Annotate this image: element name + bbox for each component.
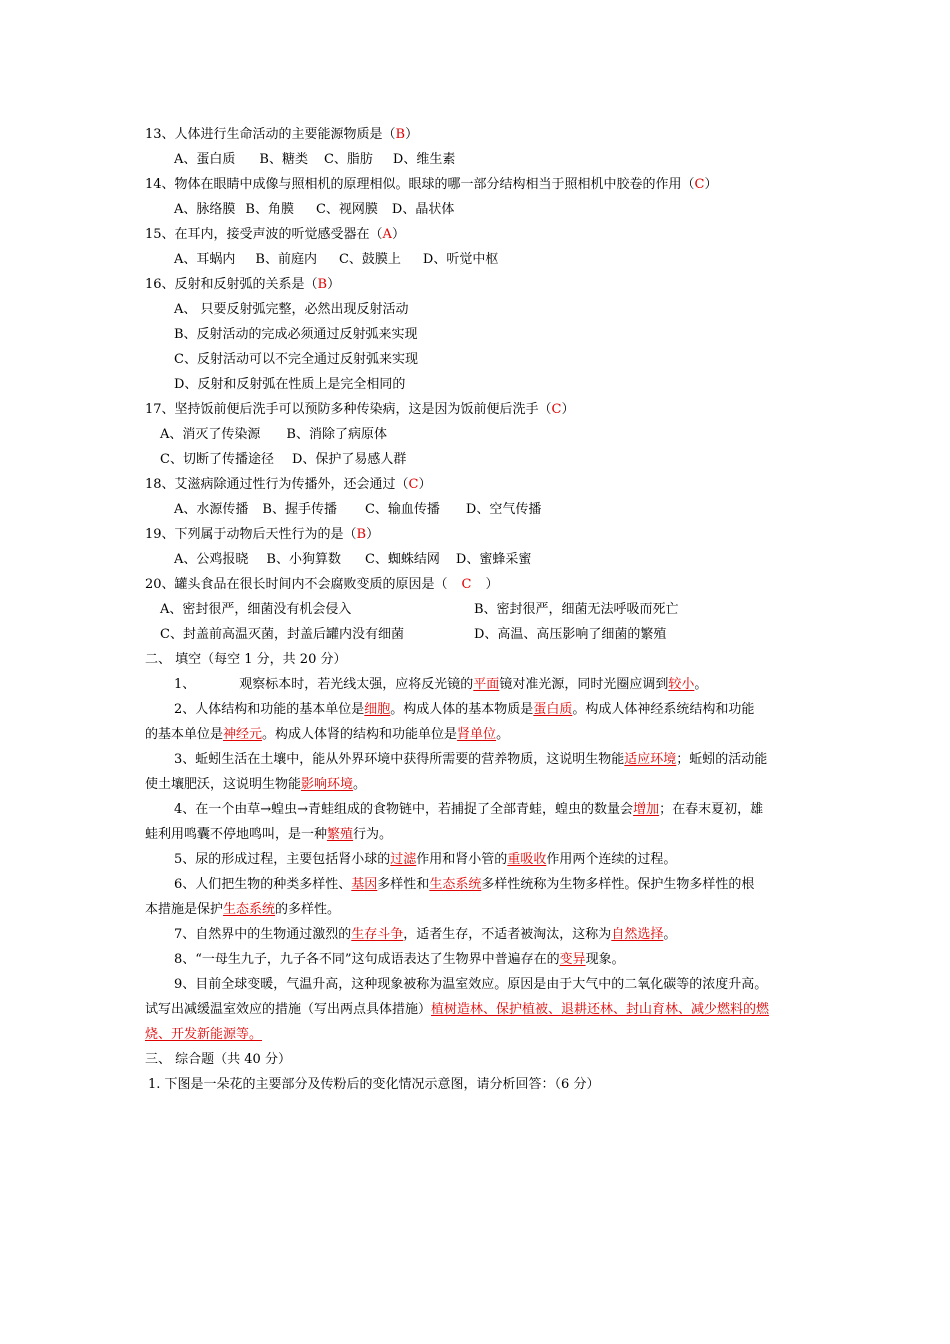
option-d: D、高温、高压影响了细菌的繁殖 xyxy=(474,627,667,642)
answer-mark: C xyxy=(408,477,419,492)
answer-mark: B xyxy=(317,277,328,292)
option-b: B、反射活动的完成必须通过反射弧来实现 xyxy=(174,327,418,342)
option-d: D、晶状体 xyxy=(391,202,455,217)
fill-item-9-cont2 xyxy=(145,1028,262,1041)
option-a: A、蛋白质 xyxy=(174,152,236,167)
option-a: A、 只要反射弧完整，必然出现反射活动 xyxy=(174,302,409,317)
fill-answer: 增加 xyxy=(633,802,660,817)
question-16: 16、反射和反射弧的关系是（B） xyxy=(145,277,341,292)
fill-answer: 自然选择 xyxy=(611,927,664,942)
fill-answer: 过滤 xyxy=(390,852,417,867)
fill-answer: 生态系统 xyxy=(429,877,482,892)
question-19-options xyxy=(174,553,531,566)
option-c: C、视网膜 xyxy=(315,202,378,217)
fill-item-1: 1、 观察标本时，若光线太强，应将反光镜的平面镜对准光源，同时光圈应调到较小。 xyxy=(174,677,708,692)
fill-item-2: 2、人体结构和功能的基本单位是细胞。构成人体的基本物质是蛋白质。构成人体神经系统结构和功能 xyxy=(174,702,755,717)
question-18-options xyxy=(174,503,541,516)
fill-answer: 较小 xyxy=(668,677,695,692)
answer-mark: B xyxy=(395,127,406,142)
fill-item-4: 4、在一个由草→蝗虫→青蛙组成的食物链中，若捕捉了全部青蛙，蝗虫的数量会增加；在春末夏初，雄 xyxy=(174,802,764,817)
fill-item-6: 6、人们把生物的种类多样性、基因多样性和生态系统多样性统称为生物多样性。保护生物多样性的根 xyxy=(174,877,755,892)
option-c: C、脂肪 xyxy=(323,152,373,167)
question-19: 19、下列属于动物后天性行为的是（B） xyxy=(145,527,380,542)
question-18: 18、艾滋病除通过性行为传播外，还会通过（C） xyxy=(145,477,432,492)
question-stem: 20、罐头食品在很长时间内不会腐败变质的原因是（ xyxy=(145,577,448,592)
fill-answer: 生态系统 xyxy=(223,902,276,917)
question-stem: 14、物体在眼睛中成像与照相机的原理相似。眼球的哪一部分结构相当于照相机中胶卷的作用（ xyxy=(145,177,695,192)
fill-item-3-cont: 使土壤肥沃，这说明生物能影响环境。 xyxy=(145,777,367,792)
question-17-options-row2 xyxy=(160,453,406,466)
fill-answer: 烧、开发新能源等。 xyxy=(145,1027,263,1042)
answer-mark: B xyxy=(356,527,367,542)
answer-mark: A xyxy=(382,227,392,242)
fill-answer: 适应环境 xyxy=(624,752,677,767)
option-a: A、密封很严，细菌没有机会侵入 xyxy=(160,602,352,617)
question-stem: 15、在耳内，接受声波的听觉感受器在（ xyxy=(145,227,383,242)
option-d: D、听觉中枢 xyxy=(422,252,499,267)
fill-answer: 生存斗争 xyxy=(351,927,404,942)
answer-mark: C xyxy=(461,577,472,592)
option-d: D、反射和反射弧在性质上是完全相同的 xyxy=(174,377,406,392)
option-b: B、角膜 xyxy=(245,202,294,217)
question-14-options xyxy=(174,203,454,216)
question-stem: 17、坚持饭前便后洗手可以预防多种传染病，这是因为饭前便后洗手（ xyxy=(145,402,552,417)
option-c: C、输血传播 xyxy=(364,502,440,517)
option-d: D、保护了易感人群 xyxy=(291,452,407,467)
question-15-options xyxy=(174,253,498,266)
option-b: B、消除了病原体 xyxy=(286,427,387,442)
section-heading-comprehensive: 三、 综合题（共 40 分） xyxy=(145,1052,291,1067)
option-a: A、脉络膜 xyxy=(174,202,236,217)
option-b: B、小狗算数 xyxy=(266,552,341,567)
fill-answer: 肾单位 xyxy=(457,727,497,742)
fill-item-4-cont: 蛙利用鸣囊不停地鸣叫，是一种繁殖行为。 xyxy=(145,827,393,842)
option-d: D、维生素 xyxy=(392,152,456,167)
question-17: 17、坚持饭前便后洗手可以预防多种传染病，这是因为饭前便后洗手（C） xyxy=(145,402,575,417)
option-c: C、鼓膜上 xyxy=(338,252,401,267)
option-c: C、切断了传播途径 xyxy=(160,452,274,467)
fill-answer: 影响环境 xyxy=(301,777,354,792)
answer-mark: C xyxy=(694,177,705,192)
option-a: A、水源传播 xyxy=(174,502,249,517)
question-14: 14、物体在眼睛中成像与照相机的原理相似。眼球的哪一部分结构相当于照相机中胶卷的作用（C） xyxy=(145,177,718,192)
fill-answer: 细胞 xyxy=(364,702,391,717)
option-a: A、公鸡报晓 xyxy=(174,552,249,567)
fill-item-5: 5、尿的形成过程，主要包括肾小球的过滤作用和肾小管的重吸收作用两个连续的过程。 xyxy=(174,852,677,867)
option-c: C、反射活动可以不完全通过反射弧来实现 xyxy=(174,352,418,367)
fill-item-8: 8、“一母生九子，九子各不同”这句成语表达了生物界中普遍存在的变异现象。 xyxy=(174,952,625,967)
option-d: D、空气传播 xyxy=(465,502,542,517)
option-a: A、消灭了传染源 xyxy=(160,427,261,442)
question-13-options xyxy=(174,153,455,166)
question-20: 20、罐头食品在很长时间内不会腐败变质的原因是（ C ） xyxy=(145,577,499,592)
fill-answer: 植树造林、保护植被、退耕还林、封山育林、减少燃料的燃 xyxy=(431,1002,770,1017)
option-b: B、糖类 xyxy=(259,152,308,167)
fill-answer: 平面 xyxy=(473,677,500,692)
question-13: 13、人体进行生命活动的主要能源物质是（B） xyxy=(145,127,419,142)
question-stem: 19、下列属于动物后天性行为的是（ xyxy=(145,527,357,542)
option-c: C、蜘蛛结网 xyxy=(364,552,440,567)
fill-item-2-cont: 的基本单位是神经元。构成人体肾的结构和功能单位是肾单位。 xyxy=(145,727,510,742)
fill-answer: 重吸收 xyxy=(507,852,547,867)
option-a: A、耳蜗内 xyxy=(174,252,236,267)
section-heading-fill-blank: 二、 填空（每空 1 分，共 20 分） xyxy=(145,652,347,667)
fill-answer: 变异 xyxy=(559,952,586,967)
option-b: B、密封很严，细菌无法呼吸而死亡 xyxy=(474,602,679,617)
fill-answer: 神经元 xyxy=(223,727,263,742)
fill-item-7: 7、自然界中的生物通过激烈的生存斗争，适者生存，不适者被淘汰，这称为自然选择。 xyxy=(174,927,677,942)
option-b: B、握手传播 xyxy=(262,502,337,517)
fill-item-9-cont: 试写出减缓温室效应的措施（写出两点具体措施）植树造林、保护植被、退耕还林、封山育林、减少燃料的燃 xyxy=(145,1002,770,1017)
question-stem: 18、艾滋病除通过性行为传播外，还会通过（ xyxy=(145,477,409,492)
question-17-options-row1 xyxy=(160,428,387,441)
option-d: D、蜜蜂采蜜 xyxy=(455,552,532,567)
fill-answer: 基因 xyxy=(351,877,378,892)
answer-mark: C xyxy=(551,402,562,417)
question-stem: 13、人体进行生命活动的主要能源物质是（ xyxy=(145,127,396,142)
comprehensive-question-1: 1. 下图是一朵花的主要部分及传粉后的变化情况示意图，请分析回答：（6 分） xyxy=(148,1077,600,1092)
fill-item-3: 3、蚯蚓生活在土壤中，能从外界环境中获得所需要的营养物质，这说明生物能适应环境；蚯蚓的活动能 xyxy=(174,752,768,767)
option-b: B、前庭内 xyxy=(255,252,317,267)
fill-item-9: 9、目前全球变暖，气温升高，这种现象被称为温室效应。原因是由于大气中的二氧化碳等的浓度升高。 xyxy=(174,977,768,992)
fill-item-6-cont: 本措施是保护生态系统的多样性。 xyxy=(145,902,341,917)
question-15: 15、在耳内，接受声波的听觉感受器在（A） xyxy=(145,227,405,242)
fill-answer: 繁殖 xyxy=(327,827,354,842)
option-c: C、封盖前高温灭菌，封盖后罐内没有细菌 xyxy=(160,627,404,642)
question-stem: 16、反射和反射弧的关系是（ xyxy=(145,277,318,292)
fill-answer: 蛋白质 xyxy=(533,702,573,717)
